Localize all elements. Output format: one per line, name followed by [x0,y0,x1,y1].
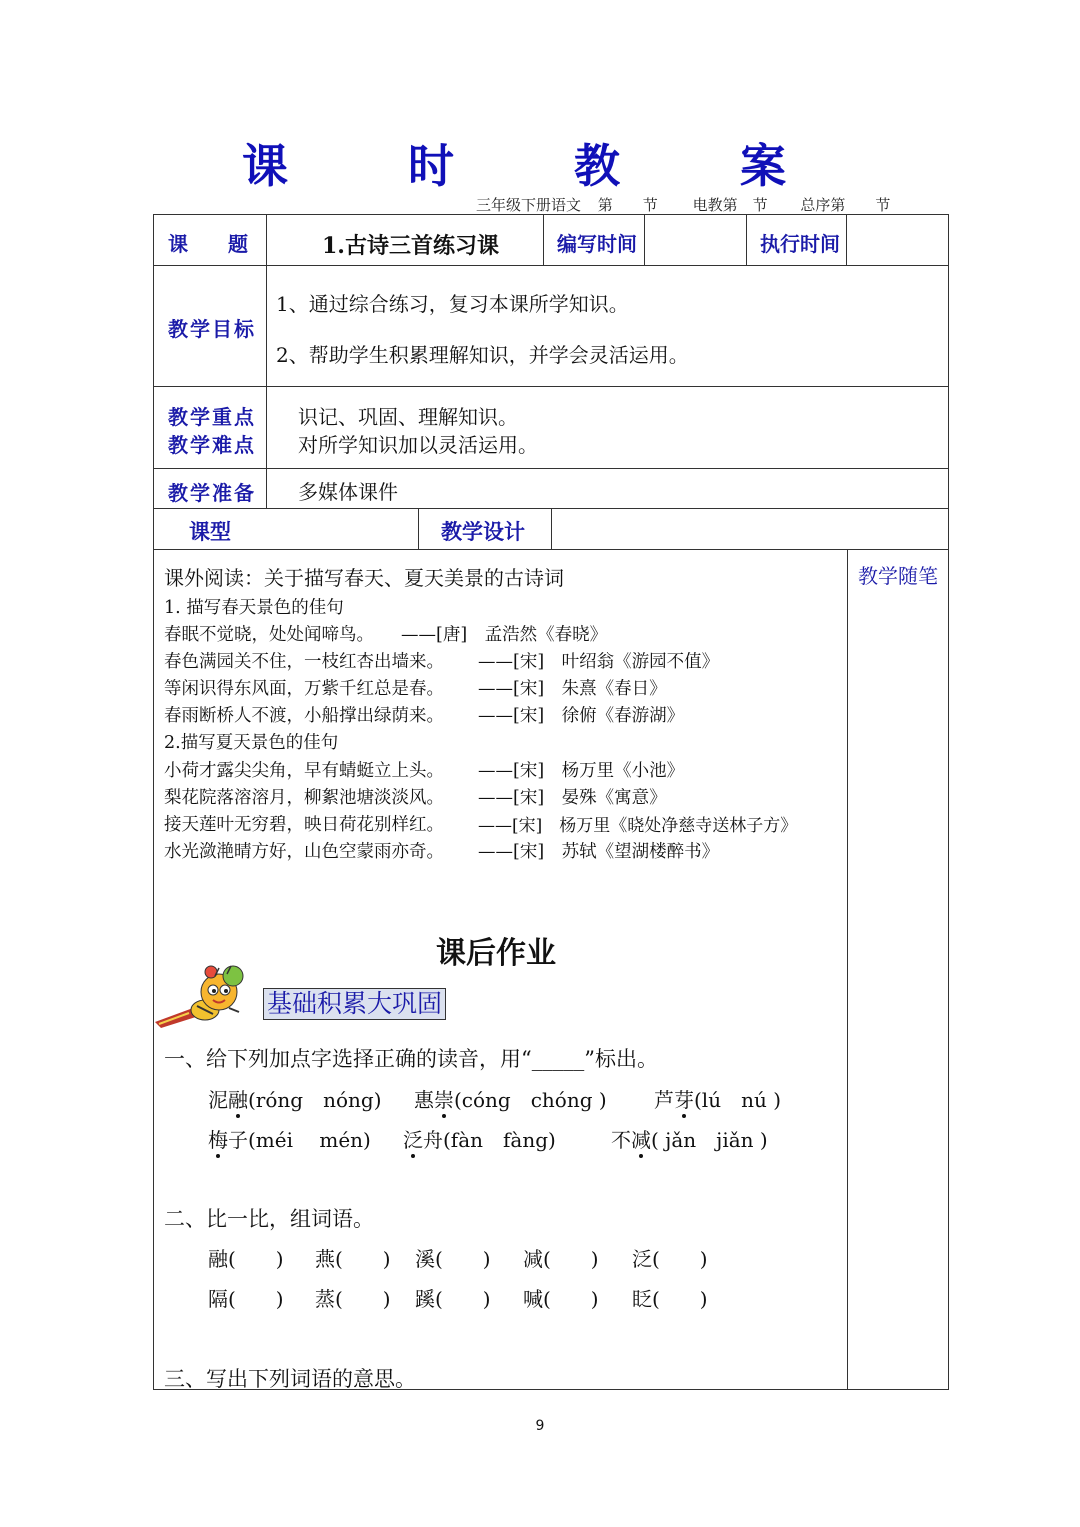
poem-line: 春色满园关不住，一枝红杏出墙来。 [164,652,444,672]
key-point-value: 识记、巩固、理解知识。 [298,405,518,429]
topic-value: 1.古诗三首练习课 [322,233,499,259]
reading-section-spring: 1. 描写春天景色的佳句 [164,598,344,618]
poem-source: ——[宋] 朱熹《春日》 [478,679,667,699]
section-number: 第 节 [597,196,658,214]
homework-title: 课后作业 [436,936,556,971]
total-section-number: 总序第 节 [800,196,891,214]
difficulty-label: 教学难点 [168,433,256,457]
row-divider [153,265,949,266]
col-divider [543,214,544,265]
av-section-number: 电教第 节 [692,196,768,214]
word-compare-item: 蒸( ) [315,1287,391,1311]
poem-line: 梨花院落溶溶月，柳絮池塘淡淡风。 [164,788,444,808]
pinyin-item: 芦芽(lú nú ) [654,1084,781,1113]
poem-source: ——[宋] 徐俯《春游湖》 [478,706,685,726]
word-compare-item: 溪( ) [415,1247,491,1271]
exec-time-label: 执行时间 [760,232,840,256]
poem-line: 小荷才露尖尖角，早有蜻蜓立上头。 [164,761,444,781]
poem-line: 春雨断桥人不渡，小船撑出绿荫来。 [164,706,444,726]
pinyin-item: 泛舟(fàn fàng) [403,1124,556,1153]
col-divider [847,549,848,1390]
row-divider [153,549,949,550]
page-number: 9 [535,1418,545,1434]
col-divider [644,214,645,265]
col-divider [266,214,267,508]
pinyin-item: 不减( jǎn jiǎn ) [611,1124,768,1153]
pinyin-item: 泥融(róng nóng) [208,1084,382,1113]
difficulty-value: 对所学知识加以灵活运用。 [298,433,538,457]
design-label: 教学设计 [441,519,525,544]
poem-source: ——[宋] 苏轼《望湖楼醉书》 [478,842,720,862]
poem-line: 春眠不觉晓，处处闻啼鸟。 [164,625,374,645]
word-compare-item: 泛( ) [632,1247,708,1271]
header-info [476,194,926,215]
word-compare-item: 融( ) [208,1247,284,1271]
pinyin-item: 惠崇(cóng chóng ) [414,1084,607,1113]
topic-label: 课 题 [168,232,248,256]
goals-label: 教学目标 [168,317,256,341]
prep-value: 多媒体课件 [298,480,398,504]
col-divider [418,508,419,549]
col-divider [746,214,747,265]
lesson-type-label: 课型 [189,519,231,544]
key-point-label: 教学重点 [168,405,256,429]
notes-label: 教学随笔 [858,564,938,588]
row-divider [153,386,949,387]
question-1: 一、给下列加点字选择正确的读音，用“_____”标出。 [164,1047,658,1071]
goal-item: 1、通过综合练习，复习本课所学知识。 [276,292,629,316]
poem-source: ——[宋] 杨万里《晓处净慈寺送林子方》 [478,816,798,836]
write-time-label: 编写时间 [557,232,637,256]
grade-subject: 三年级下册语文 [476,196,582,214]
poem-line: 接天莲叶无穷碧，映日荷花别样红。 [164,815,444,835]
bee-mascot-icon [153,964,249,1030]
word-compare-item: 眨( ) [632,1287,708,1311]
word-compare-item: 蹊( ) [415,1287,491,1311]
poem-line: 水光潋滟晴方好，山色空蒙雨亦奇。 [164,842,444,862]
page-title: 课 时 教 案 [241,139,839,193]
word-compare-item: 喊( ) [523,1287,599,1311]
col-divider [551,508,552,549]
poem-source: ——[宋] 晏殊《寓意》 [478,788,667,808]
word-compare-item: 减( ) [523,1247,599,1271]
poem-source: ——[唐] 孟浩然《春晓》 [401,625,608,645]
reading-intro: 课外阅读：关于描写春天、夏天美景的古诗词 [164,566,564,590]
word-compare-item: 隔( ) [208,1287,284,1311]
question-3: 三、写出下列词语的意思。 [164,1367,416,1391]
poem-line: 等闲识得东风面，万紫千红总是春。 [164,679,444,699]
poem-source: ——[宋] 叶绍翁《游园不值》 [478,652,720,672]
pinyin-item: 梅子(méi mén) [208,1124,371,1153]
question-2: 二、比一比，组词语。 [164,1207,374,1231]
col-divider [846,214,847,265]
poem-source: ——[宋] 杨万里《小池》 [478,761,685,781]
goal-item: 2、帮助学生积累理解知识，并学会灵活运用。 [276,343,689,367]
row-divider [153,468,949,469]
prep-label: 教学准备 [168,481,256,505]
word-compare-item: 燕( ) [315,1247,391,1271]
basic-practice-badge: 基础积累大巩固 [263,988,446,1020]
reading-section-summer: 2.描写夏天景色的佳句 [164,733,339,753]
